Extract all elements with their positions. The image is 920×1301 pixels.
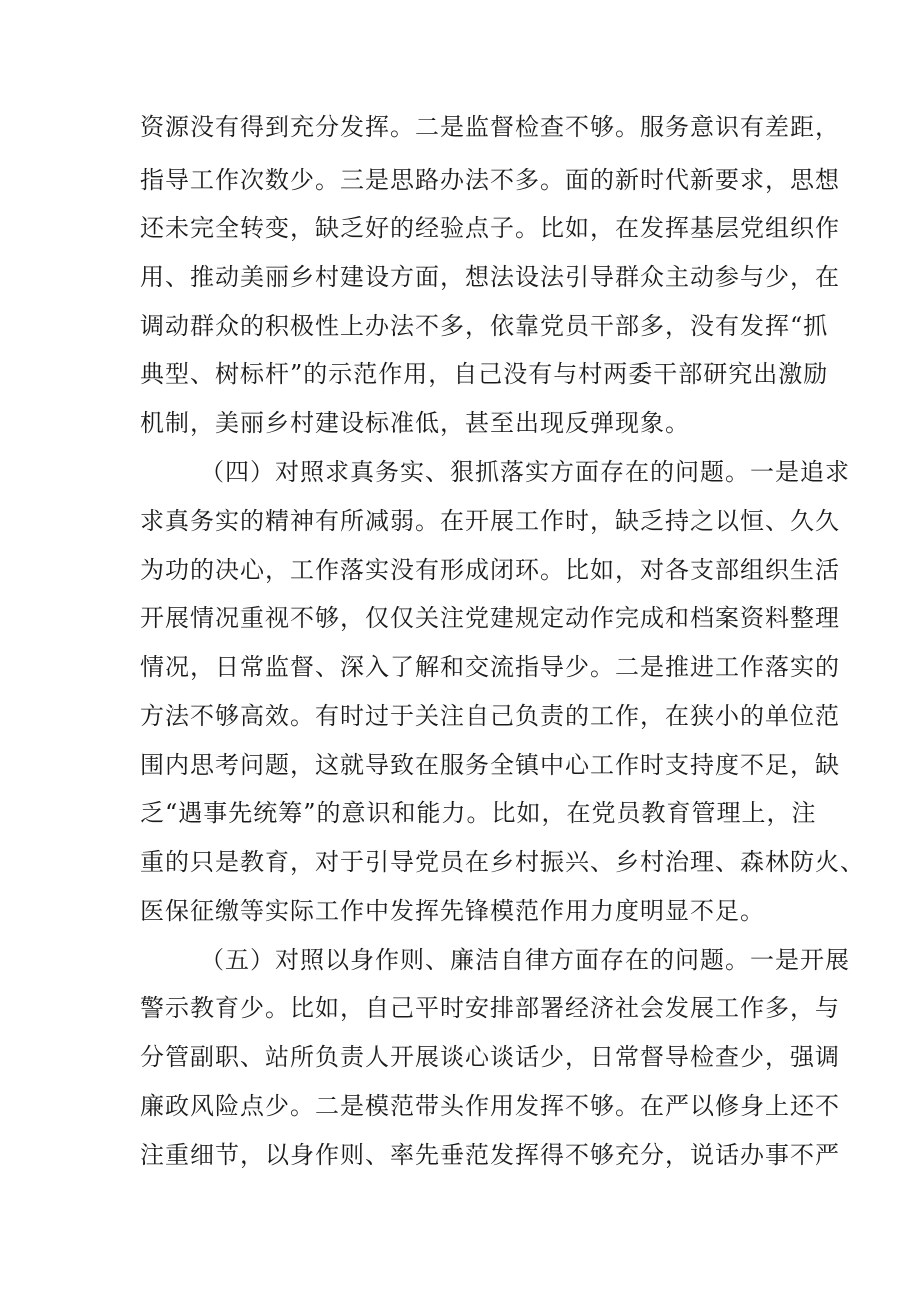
text-line: 为功的决心，工作落实没有形成闭环。比如，对各支部组织生活 (140, 556, 840, 584)
text-line: 重的只是教育，对于引导党员在乡村振兴、乡村治理、森林防火、 (140, 848, 865, 876)
text-line: 指导工作次数少。三是思路办法不多。面的新时代新要求，思想 (140, 166, 840, 194)
text-line: 调动群众的积极性上办法不多，依靠党员干部多，没有发挥“抓 (140, 312, 829, 340)
text-line: 分管副职、站所负责人开展谈心谈话少，日常督导检查少，强调 (140, 1043, 840, 1071)
paragraph-heading-line: （四）对照求真务实、狠抓落实方面存在的问题。一是追求 (200, 458, 850, 486)
text-line: 方法不够高效。有时过于关注自己负责的工作，在狭小的单位范 (140, 702, 840, 730)
text-line: 机制，美丽乡村建设标准低，甚至出现反弹现象。 (140, 409, 690, 437)
paragraph-heading-line: （五）对照以身作则、廉洁自律方面存在的问题。一是开展 (200, 946, 850, 974)
text-line: 还未完全转变，缺乏好的经验点子。比如，在发挥基层党组织作 (140, 214, 840, 242)
text-line: 围内思考问题，这就导致在服务全镇中心工作时支持度不足，缺 (140, 751, 840, 779)
text-line: 医保征缴等实际工作中发挥先锋模范作用力度明显不足。 (140, 897, 765, 925)
text-line: 典型、树标杆”的示范作用，自己没有与村两委干部研究出激励 (140, 360, 829, 388)
text-line: 资源没有得到充分发挥。二是监督检查不够。服务意识有差距， (140, 113, 840, 141)
text-line: 情况，日常监督、深入了解和交流指导少。二是推进工作落实的 (140, 653, 840, 681)
text-line: 警示教育少。比如，自己平时安排部署经济社会发展工作多，与 (140, 994, 840, 1022)
text-line: 廉政风险点少。二是模范带头作用发挥不够。在严以修身上还不 (140, 1092, 840, 1120)
text-line: 注重细节，以身作则、率先垂范发挥得不够充分，说话办事不严 (140, 1141, 840, 1169)
text-line: 乏“遇事先统筹”的意识和能力。比如，在党员教育管理上，注 (140, 799, 817, 827)
text-line: 用、推动美丽乡村建设方面，想法设法引导群众主动参与少，在 (140, 263, 840, 291)
text-line: 开展情况重视不够，仅仅关注党建规定动作完成和档案资料整理 (140, 604, 840, 632)
text-line: 求真务实的精神有所减弱。在开展工作时，缺乏持之以恒、久久 (140, 507, 840, 535)
